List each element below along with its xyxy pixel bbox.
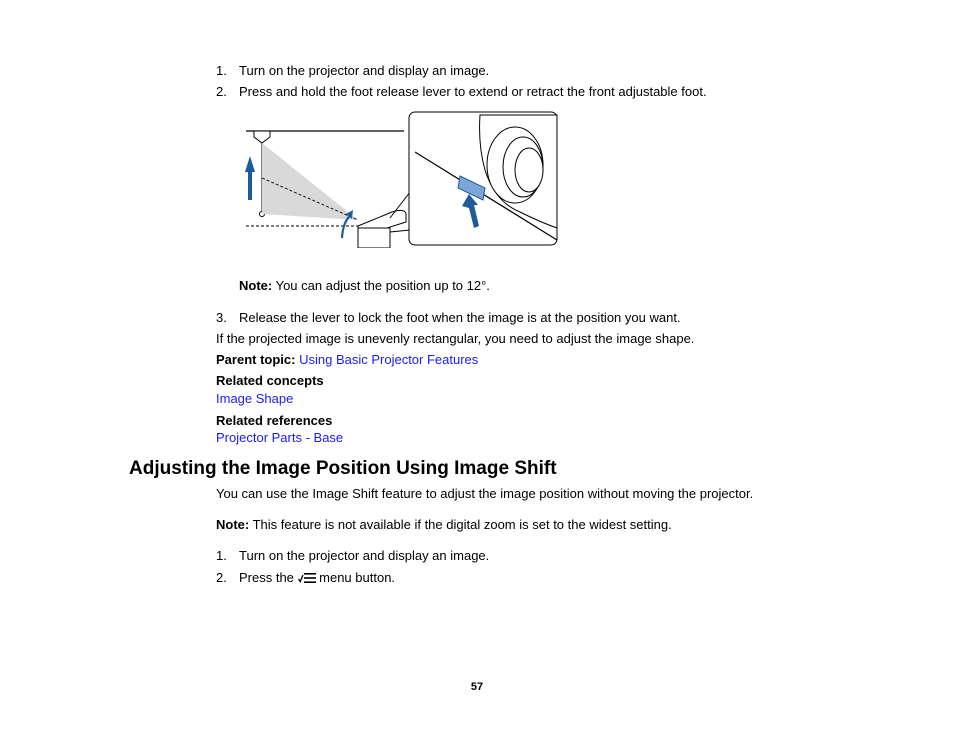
note-text: This feature is not available if the digital zoom is set to the widest setting. <box>249 517 672 532</box>
step-number: 2. <box>216 570 227 585</box>
parent-topic-link[interactable]: Using Basic Projector Features <box>299 352 479 367</box>
step-text: Turn on the projector and display an image. <box>239 63 490 78</box>
parent-topic-label: Parent topic: <box>216 352 296 367</box>
foot-adjustment-illustration <box>240 110 560 248</box>
menu-button-icon <box>298 572 316 584</box>
step-text: Turn on the projector and display an image. <box>239 548 490 563</box>
note-label: Note: <box>239 278 273 293</box>
note-text: You can adjust the position up to 12°. <box>272 278 490 293</box>
note <box>239 278 490 293</box>
paragraph: If the projected image is unevenly rectangular, you need to adjust the image shape. <box>216 331 695 346</box>
note-label: Note: <box>216 517 250 532</box>
related-reference-link[interactable]: Projector Parts - Base <box>216 430 344 445</box>
note <box>216 517 672 532</box>
step-text-after: menu button. <box>315 570 396 585</box>
step-number: 2. <box>216 84 227 99</box>
step-number: 1. <box>216 548 227 563</box>
step-text <box>239 570 395 585</box>
related-concepts-heading: Related concepts <box>216 373 324 388</box>
step-number: 3. <box>216 310 227 325</box>
parent-topic <box>216 352 478 367</box>
step-text: Release the lever to lock the foot when the image is at the position you want. <box>239 310 681 325</box>
page-number: 57 <box>470 681 484 693</box>
step-text-before: Press the <box>239 570 298 585</box>
section-heading: Adjusting the Image Position Using Image Shift <box>129 458 557 479</box>
related-concept-link[interactable]: Image Shape <box>216 391 294 406</box>
section-intro: You can use the Image Shift feature to adjust the image position without moving the projector. <box>216 486 754 501</box>
step-text: Press and hold the foot release lever to extend or retract the front adjustable foot. <box>239 84 707 99</box>
related-references-heading: Related references <box>216 413 333 428</box>
step-number: 1. <box>216 63 227 78</box>
